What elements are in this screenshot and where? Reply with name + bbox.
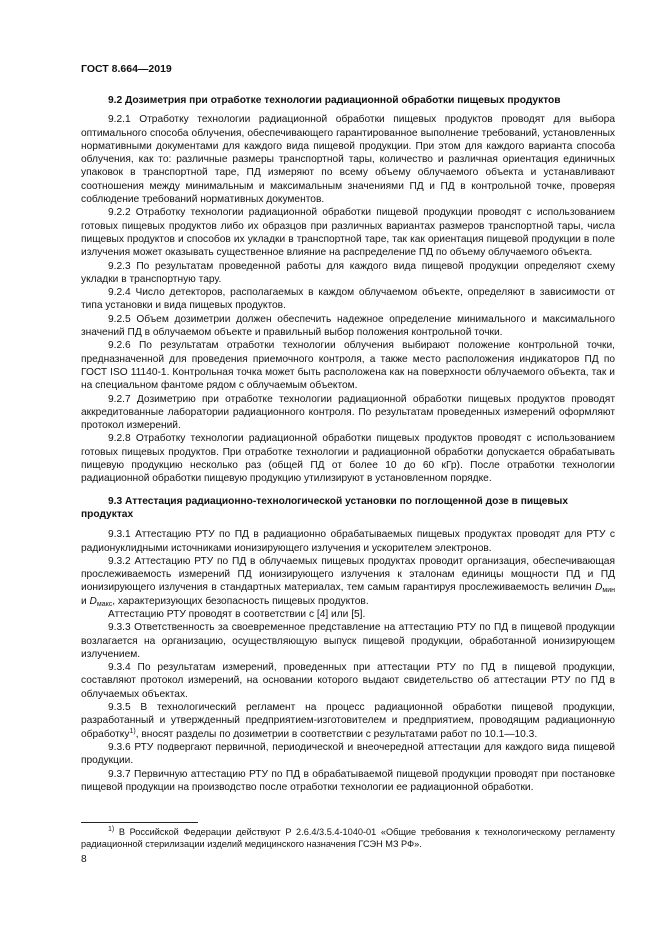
subscript-min: мин	[602, 587, 615, 595]
paragraph-9-2-1: 9.2.1 Отработку технологии радиационной обработки пищевых продуктов проводят для выбора оптимального способа облучения, обеспечивающего гарантированное выполнение требований, установленных нормативными документами для каждого вида пищевой продукции. При этом для каждого варианта способа облучения, как то: различные размеры транспортной тары, количество и различная ориентация единичных упаковок в транспортной таре, ПД измеряют по всему объему облучаемого объекта и устанавливают соотношения между минимальным и максимальным значениями ПД и ПД в контрольной точке, проверяя соблюдение требований нормативных документов.	[81, 114, 615, 206]
dose-symbol-min: D	[595, 582, 603, 594]
paragraph-9-2-6: 9.2.6 По результатам отработки технологии облучения выбирают положение контрольной точки, предназначенной для проведения приемочного контроля, а также место расположения индикаторов ПД по ГОСТ ISO 11140-1. Контрольная точка может быть расположена как на поверхности облучаемого объекта, так и на специальном фантоме рядом с облучаемым объектом.	[81, 340, 615, 392]
paragraph-9-3-4: 9.3.4 По результатам измерений, проведенных при аттестации РТУ по ПД в пищевой продукции, составляют протокол измерений, на основании которого выдают свидетельство об аттестации РТУ по ПД в облучаемых объектах.	[81, 662, 615, 700]
paragraph-9-2-7: 9.2.7 Дозиметрию при отработке технологии радиационной обработки пищевых продуктов проводят аккредитованные лаборатории радиационного контроля. По результатам проведенных измерений оформляют протокол измерений.	[81, 393, 615, 432]
paragraph-9-2-5: 9.2.5 Объем дозиметрии должен обеспечить надежное определение минимального и максимального значений ПД в облучаемом объекте и правильный выбор положения контрольной точки.	[81, 313, 615, 339]
subscript-max: макс	[96, 600, 113, 608]
paragraph-9-3-2-text-a: 9.3.2 Аттестацию РТУ по ПД в облучаемых пищевых продуктах проводит организация, обеспечивающая прослеживаемость измерений ПД ионизирующего излучения к эталонам единицы мощности ПД и ПД ионизирующего излучения в стандартных материалах, тем самым гарантируя прослеживаемость величин	[81, 555, 615, 594]
paragraph-9-3-6: 9.3.6 РТУ подвергают первичной, периодической и внеочередной аттестации для каждого вида пищевой продукции.	[81, 741, 615, 767]
conjunction-and: и	[81, 595, 90, 607]
section-9-3-title: 9.3 Аттестация радиационно-технологической установки по поглощенной дозе в пищевых продуктах	[81, 495, 569, 520]
section-9-2-title: 9.2 Дозиметрия при отработке технологии радиационной обработки пищевых продуктов	[108, 95, 561, 106]
footnote-text: В Российской Федерации действуют Р 2.6.4/3.5.4-1040-01 «Общие требования к технологическому регламенту радиационной стерилизации изделий медицинского назначения ГСЭН МЗ РФ».	[81, 827, 615, 849]
document-body	[81, 94, 615, 794]
paragraph-9-2-4: 9.2.4 Число детекторов, располагаемых в каждом облучаемом объекте, определяют в зависимости от типа установки и вида пищевых продуктов.	[81, 287, 615, 312]
paragraph-9-3-2-text-b: , характеризующих безопасность пищевых продуктов.	[112, 595, 369, 607]
paragraph-9-2-3: 9.2.3 По результатам проведенной работы для каждого вида пищевой продукции определяют схему укладки в транспортную тару.	[81, 260, 615, 285]
paragraph-9-3-2	[81, 555, 615, 608]
footnote-divider	[81, 822, 198, 823]
paragraph-9-3-1: 9.3.1 Аттестацию РТУ по ПД в радиационно обрабатываемых пищевых продуктах проводят для РТУ с радионуклидными источниками ионизирующего излучения и ускорителем электронов.	[81, 529, 615, 554]
paragraph-9-3-5	[81, 701, 615, 741]
paragraph-9-3-2-attestation: Аттестацию РТУ проводят в соответствии с [4] или [5].	[108, 608, 366, 620]
paragraph-9-2-2: 9.2.2 Отработку технологии радиационной обработки пищевой продукции проводят с использованием готовых пищевых продуктов либо их образцов при различных вариантах размеров транспортной тары, числа пищевых продуктов и способов их укладки в транспортной таре, так как ориентация пищевой продукции в поле излучения может оказывать существенное влияние на распределение ПД по объему облучаемого объекта.	[81, 207, 615, 259]
paragraph-9-3-5-text-b: , вносят разделы по дозиметрии в соответствии с результатами работ по 10.1—10.3.	[135, 728, 538, 740]
footnote	[81, 826, 615, 850]
footnote-marker: 1)	[108, 826, 115, 833]
paragraph-9-2-8: 9.2.8 Отработку технологии радиационной обработки пищевых продуктов проводят с использованием готовых пищевых продуктов. При отработке технологии и радиационной обработки допускается обрабатывать пищевую продукцию несколько раз (общей ПД от более 10 до 60 кГр). После отработки технологии радиационной обработки пищевую продукцию утилизируют в установленном порядке.	[81, 433, 615, 485]
paragraph-9-3-5-text-a: 9.3.5 В технологический регламент на процесс радиационной обработки пищевой продукции, разработанный и утвержденный предприятием-изготовителем и предприятием, проводящим радиационную обработку	[81, 702, 615, 740]
footnote-reference[interactable]: 1)	[129, 727, 136, 735]
dose-symbol-max: D	[89, 595, 97, 607]
paragraph-9-3-3: 9.3.3 Ответственность за своевременное представление на аттестацию РТУ по ПД в пищевой продукции возлагается на организацию, осуществляющую выпуск пищевой продукции, обработанной ионизирующем излучением.	[81, 622, 615, 660]
page-number: 8	[81, 854, 87, 865]
paragraph-9-3-7: 9.3.7 Первичную аттестацию РТУ по ПД в обрабатываемой пищевой продукции проводят при постановке пищевой продукции на производство после отработки технологии ее радиационной обработки.	[81, 768, 615, 793]
document-header: ГОСТ 8.664—2019	[81, 63, 172, 75]
